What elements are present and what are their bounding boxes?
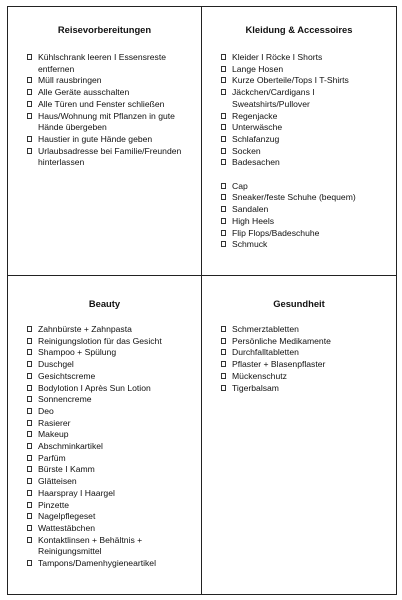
section-title: Reisevorbereitungen: [57, 24, 152, 35]
checkbox-icon[interactable]: [221, 89, 226, 95]
item-label: Deo: [38, 405, 54, 416]
item-label: Jäckchen/Cardigans I Sweatshirts/Pullover: [232, 87, 315, 109]
checkbox-icon[interactable]: [221, 385, 226, 391]
item-label: Sonnencreme: [38, 394, 92, 405]
list-item: [8, 558, 201, 570]
checkbox-icon[interactable]: [27, 54, 32, 60]
checkbox-icon[interactable]: [27, 148, 32, 154]
checkbox-icon[interactable]: [221, 230, 226, 236]
item-label: Durchfalltabletten: [232, 347, 299, 358]
checkbox-icon[interactable]: [27, 77, 32, 83]
checkbox-icon[interactable]: [27, 525, 32, 531]
list-item: [8, 146, 201, 169]
checkbox-icon[interactable]: [221, 54, 226, 60]
item-label: Lange Hosen: [232, 63, 284, 74]
list-item: [8, 418, 201, 430]
list-item: [202, 347, 396, 359]
item-label: Kontaktlinsen + Behältnis + Reinigungsmittel: [38, 534, 143, 557]
section-title: Beauty: [88, 298, 121, 309]
list-item: [202, 87, 396, 110]
list-item: [8, 324, 201, 336]
item-label: Zahnbürste + Zahnpasta: [38, 324, 132, 334]
item-label: Schmuck: [232, 239, 268, 250]
checkbox-icon[interactable]: [221, 326, 226, 332]
item-label: Badesachen: [232, 157, 280, 168]
list-item: [202, 157, 396, 169]
list-item: [8, 441, 201, 453]
checkbox-icon[interactable]: [27, 431, 32, 437]
list-item: [202, 111, 396, 123]
list-item: [202, 324, 396, 336]
checklist-table: [7, 6, 397, 595]
list-item: [8, 111, 201, 134]
list-item: [8, 523, 201, 535]
list-item: [8, 488, 201, 500]
checkbox-icon[interactable]: [27, 490, 32, 496]
item-label: Alle Geräte ausschalten: [38, 87, 130, 98]
list-item: [8, 347, 201, 359]
section-title: Kleidung & Accessoires: [245, 24, 353, 35]
list-item: [8, 383, 201, 395]
checkbox-icon[interactable]: [27, 396, 32, 402]
checkbox-icon[interactable]: [221, 218, 226, 224]
checkbox-icon[interactable]: [221, 361, 226, 367]
list-item: [8, 359, 201, 371]
list-item: [202, 64, 396, 76]
checkbox-icon[interactable]: [27, 89, 32, 95]
item-label: Reinigungslotion für das Gesicht: [38, 335, 162, 346]
item-label: Kühlschrank leeren I Essensreste entfernen: [38, 52, 167, 74]
list-item: [202, 181, 396, 193]
checkbox-icon[interactable]: [27, 443, 32, 449]
checklist: [202, 52, 396, 251]
section-beauty: [8, 276, 201, 594]
item-label: Alle Türen und Fenster schließen: [38, 98, 165, 109]
list-item: [202, 146, 396, 158]
checkbox-icon[interactable]: [27, 385, 32, 391]
item-label: Haustier in gute Hände geben: [38, 133, 153, 144]
checkbox-icon[interactable]: [27, 502, 32, 508]
section-title: Gesundheit: [273, 298, 325, 309]
list-item: [202, 204, 396, 216]
item-label: Müll rausbringen: [38, 75, 102, 86]
item-label: Persönliche Medikamente: [232, 335, 331, 346]
checkbox-icon[interactable]: [221, 194, 226, 200]
checkbox-icon[interactable]: [27, 455, 32, 461]
checkbox-icon[interactable]: [221, 206, 226, 212]
checkbox-icon[interactable]: [221, 241, 226, 247]
checkbox-icon[interactable]: [27, 361, 32, 367]
list-item: [8, 453, 201, 465]
list-item: [202, 192, 396, 204]
list-item: [8, 75, 201, 87]
item-label: Abschminkartikel: [38, 441, 103, 452]
item-label: Flip Flops/Badeschuhe: [232, 227, 320, 238]
checkbox-icon[interactable]: [221, 77, 226, 83]
list-item: [8, 406, 201, 418]
checklist: [8, 52, 201, 169]
list-item: [8, 464, 201, 476]
list-item: [202, 239, 396, 251]
checkbox-icon[interactable]: [27, 420, 32, 426]
checkbox-icon[interactable]: [27, 478, 32, 484]
item-label: Gesichtscreme: [38, 370, 96, 381]
item-label: Sneaker/feste Schuhe (bequem): [232, 192, 356, 203]
item-label: Parfüm: [38, 452, 66, 463]
checkbox-icon[interactable]: [27, 560, 32, 566]
list-item: [202, 336, 396, 348]
checkbox-icon[interactable]: [221, 124, 226, 130]
item-label: Pinzette: [38, 499, 70, 510]
checkbox-icon[interactable]: [221, 113, 226, 119]
item-label: Tampons/Damenhygieneartikel: [38, 558, 156, 569]
list-item: [8, 429, 201, 441]
item-label: Socken: [232, 145, 261, 156]
checkbox-icon[interactable]: [27, 513, 32, 519]
checkbox-icon[interactable]: [221, 148, 226, 154]
list-item: [8, 134, 201, 146]
section-health: [202, 276, 396, 594]
item-label: Bürste I Kamm: [38, 464, 95, 475]
list-item: [202, 134, 396, 146]
checkbox-icon[interactable]: [27, 101, 32, 107]
checkbox-icon[interactable]: [27, 466, 32, 472]
checkbox-icon[interactable]: [27, 537, 32, 543]
checkbox-icon[interactable]: [27, 408, 32, 414]
list-item: [8, 99, 201, 111]
item-label: Schlafanzug: [232, 133, 280, 144]
item-label: Wattestäbchen: [38, 522, 96, 533]
list-item: [8, 52, 201, 75]
checkbox-icon[interactable]: [27, 326, 32, 332]
list-item: [202, 75, 396, 87]
item-label: Regenjacke: [232, 110, 278, 121]
section-travel-prep: [8, 7, 201, 275]
list-item: [202, 228, 396, 240]
list-item: [8, 336, 201, 348]
list-item: [8, 476, 201, 488]
item-label: Haus/Wohnung mit Pflanzen in gute Hände übergeben: [38, 110, 175, 133]
checklist: [8, 324, 201, 570]
item-label: Mückenschutz: [232, 370, 287, 381]
item-label: Glätteisen: [38, 476, 77, 487]
list-item: [202, 383, 396, 395]
checkbox-icon[interactable]: [27, 338, 32, 344]
checklist: [202, 324, 396, 394]
item-label: Rasierer: [38, 417, 71, 428]
item-label: Tigerbalsam: [232, 382, 279, 393]
item-label: Kleider I Röcke I Shorts: [232, 52, 323, 62]
section-clothing: [202, 7, 396, 275]
checkbox-icon[interactable]: [27, 136, 32, 142]
item-label: Pflaster + Blasenpflaster: [232, 359, 326, 370]
item-label: Nagelpflegeset: [38, 511, 96, 522]
list-item: [202, 371, 396, 383]
checkbox-icon[interactable]: [221, 373, 226, 379]
list-item: [8, 394, 201, 406]
checkbox-icon[interactable]: [221, 338, 226, 344]
list-item: [202, 122, 396, 134]
list-item: [202, 359, 396, 371]
checkbox-icon[interactable]: [221, 66, 226, 72]
item-label: High Heels: [232, 215, 275, 226]
checkbox-icon[interactable]: [27, 349, 32, 355]
item-label: Duschgel: [38, 359, 74, 370]
checkbox-icon[interactable]: [221, 159, 226, 165]
checkbox-icon[interactable]: [221, 349, 226, 355]
item-label: Cap: [232, 180, 248, 191]
checkbox-icon[interactable]: [221, 136, 226, 142]
item-label: Kurze Oberteile/Tops I T-Shirts: [232, 75, 349, 86]
list-item: [202, 52, 396, 64]
checkbox-icon[interactable]: [27, 373, 32, 379]
item-label: Urlaubsadresse bei Familie/Freunden hinterlassen: [38, 145, 182, 168]
item-label: Makeup: [38, 429, 69, 440]
item-label: Sandalen: [232, 204, 269, 215]
list-item: [8, 500, 201, 512]
item-label: Schmerztabletten: [232, 324, 299, 334]
checkbox-icon[interactable]: [27, 113, 32, 119]
item-label: Unterwäsche: [232, 122, 283, 133]
list-item: [8, 535, 201, 558]
list-item: [8, 371, 201, 383]
item-label: Haarspray I Haargel: [38, 487, 115, 498]
list-item: [8, 87, 201, 99]
list-item: [202, 216, 396, 228]
checkbox-icon[interactable]: [221, 183, 226, 189]
item-label: Bodylotion I Après Sun Lotion: [38, 382, 151, 393]
item-label: Shampoo + Spülung: [38, 347, 117, 358]
list-item: [8, 511, 201, 523]
